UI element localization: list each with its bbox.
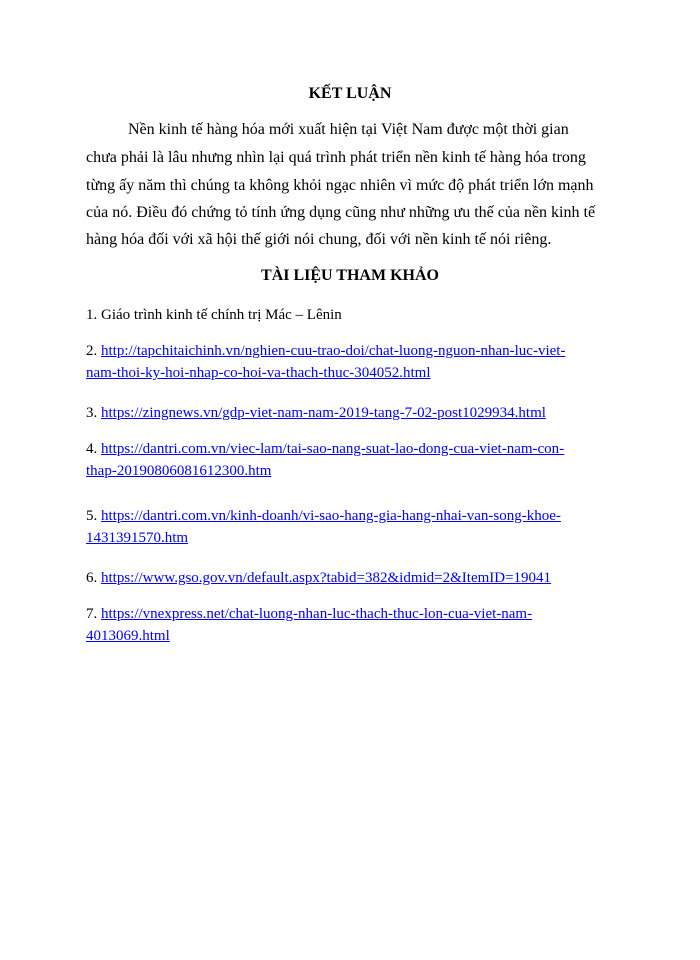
conclusion-paragraph-line: hàng hóa đối với xã hội thế giới nói chung, đối với nền kinh tế nói riêng. xyxy=(86,231,552,248)
reference-item xyxy=(86,438,626,482)
reference-item xyxy=(86,603,626,647)
reference-number: 2. xyxy=(86,343,98,359)
references-title: TÀI LIỆU THAM KHẢO xyxy=(261,267,439,284)
reference-item xyxy=(86,505,626,549)
reference-link[interactable]: https://www.gso.gov.vn/default.aspx?tabid=382&idmid=2&ItemID=19041 xyxy=(101,570,552,586)
reference-number: 6. xyxy=(86,570,98,586)
conclusion-title: KẾT LUẬN xyxy=(308,85,392,102)
conclusion-paragraph-line: Nền kinh tế hàng hóa mới xuất hiện tại Việt Nam được một thời gian xyxy=(128,121,569,138)
reference-item xyxy=(86,304,626,326)
reference-number: 3. xyxy=(86,405,98,421)
reference-text: Giáo trình kinh tế chính trị Mác – Lênin xyxy=(101,307,342,323)
reference-link[interactable]: https://dantri.com.vn/kinh-doanh/vi-sao-hang-gia-hang-nhai-van-song-khoe- 1431391570.htm xyxy=(86,508,561,546)
reference-item xyxy=(86,402,626,424)
reference-link[interactable]: https://zingnews.vn/gdp-viet-nam-nam-2019-tang-7-02-post1029934.html xyxy=(101,405,546,421)
conclusion-paragraph-line: chưa phải là lâu nhưng nhìn lại quá trình phát triển nền kinh tế hàng hóa trong xyxy=(86,149,586,166)
reference-link[interactable]: http://tapchitaichinh.vn/nghien-cuu-trao-doi/chat-luong-nguon-nhan-luc-viet- nam-thoi-ky-hoi-nhap-co-hoi-va-thach-thuc-304052.html xyxy=(86,343,566,381)
reference-number: 4. xyxy=(86,441,98,457)
reference-number: 1. xyxy=(86,307,98,323)
reference-item xyxy=(86,567,626,589)
reference-number: 5. xyxy=(86,508,98,524)
reference-link[interactable]: https://vnexpress.net/chat-luong-nhan-luc-thach-thuc-lon-cua-viet-nam- 4013069.html xyxy=(86,606,533,644)
conclusion-paragraph-line: của nó. Điều đó chứng tỏ tính ứng dụng cũng như những ưu thế của nền kinh tế xyxy=(86,204,596,221)
conclusion-paragraph-line: từng ấy năm thì chúng ta không khỏi ngạc nhiên vì mức độ phát triển lớn mạnh xyxy=(86,177,594,194)
reference-number: 7. xyxy=(86,606,98,622)
reference-item xyxy=(86,340,626,384)
reference-link[interactable]: https://dantri.com.vn/viec-lam/tai-sao-nang-suat-lao-dong-cua-viet-nam-con- thap-20190806081612300.htm xyxy=(86,441,565,479)
